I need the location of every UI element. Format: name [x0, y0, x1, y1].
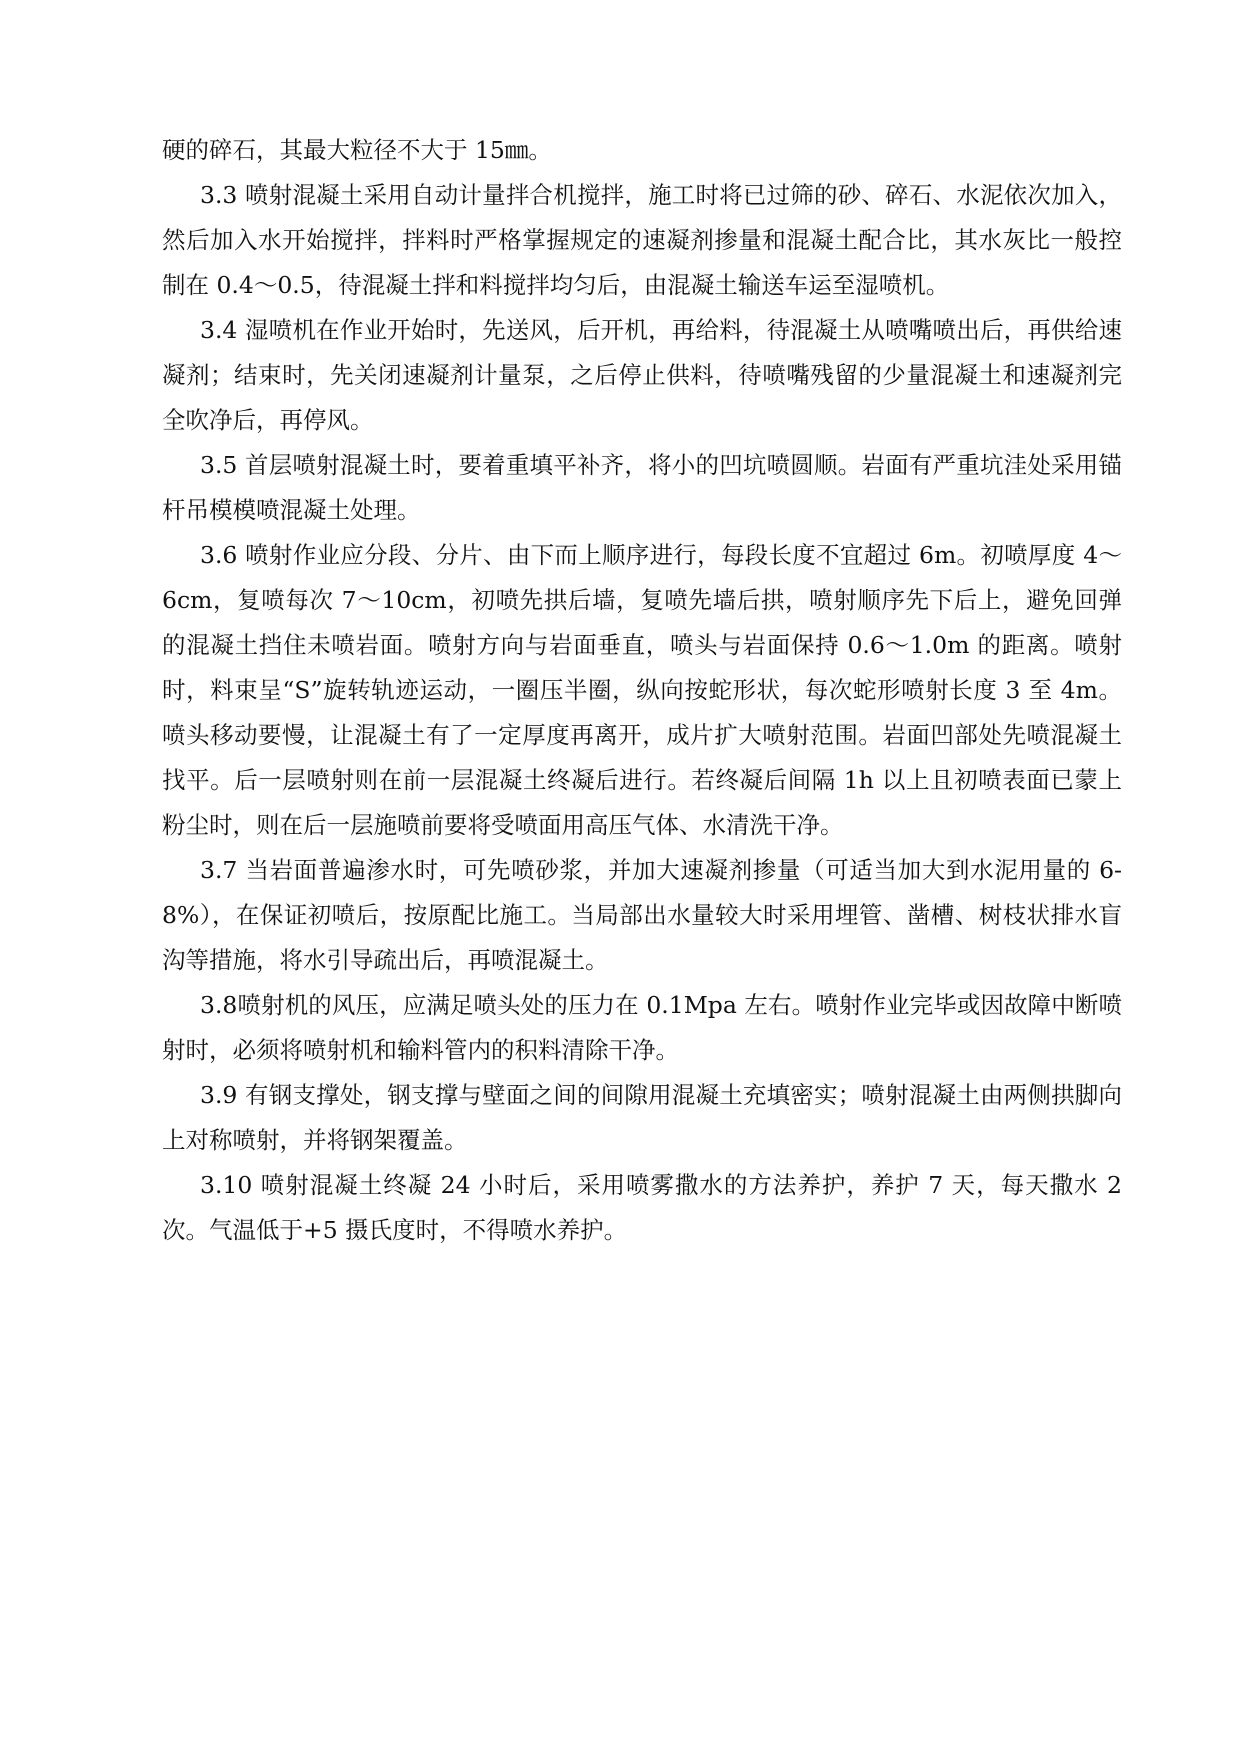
paragraph-continuation: 硬的碎石，其最大粒径不大于 15㎜。	[162, 136, 552, 164]
paragraph-3-6: 3.6 喷射作业应分段、分片、由下而上顺序进行，每段长度不宜超过 6m。初喷厚度 4～6cm，复喷每次 7～10cm，初喷先拱后墙，复喷先墙后拱，喷射顺序先下后上，避免回弹的混凝土挡住未喷岩面。喷射方向与岩面垂直，喷头与岩面保持 0.6～1.0m 的距离。喷射时，料束呈“S”旋转轨迹运动，一圈压半圈，纵向按蛇形状，每次蛇形喷射长度 3 至 4m。喷头移动要慢，让混凝土有了一定厚度再离开，成片扩大喷射范围。岩面凹部处先喷混凝土找平。后一层喷射则在前一层混凝土终凝后进行。若终凝后间隔 1h 以上且初喷表面已蒙上粉尘时，则在后一层施喷前要将受喷面用高压气体、水清洗干净。	[162, 541, 1122, 839]
document-body	[162, 128, 1122, 1253]
paragraph-3-5: 3.5 首层喷射混凝土时，要着重填平补齐，将小的凹坑喷圆顺。岩面有严重坑洼处采用锚杆吊模模喷混凝土处理。	[162, 451, 1122, 524]
paragraph-3-8: 3.8喷射机的风压，应满足喷头处的压力在 0.1Mpa 左右。喷射作业完毕或因故障中断喷射时，必须将喷射机和输料管内的积料清除干净。	[162, 991, 1122, 1064]
paragraph-3-7: 3.7 当岩面普遍渗水时，可先喷砂浆，并加大速凝剂掺量（可适当加大到水泥用量的 6-8%），在保证初喷后，按原配比施工。当局部出水量较大时采用埋管、凿槽、树枝状排水盲沟等措施，将水引导疏出后，再喷混凝土。	[162, 856, 1122, 974]
paragraph-3-3: 3.3 喷射混凝土采用自动计量拌合机搅拌，施工时将已过筛的砂、碎石、水泥依次加入，然后加入水开始搅拌，拌料时严格掌握规定的速凝剂掺量和混凝土配合比，其水灰比一般控制在 0.4～0.5，待混凝土拌和料搅拌均匀后，由混凝土输送车运至湿喷机。	[162, 181, 1122, 299]
paragraph-3-9: 3.9 有钢支撑处，钢支撑与壁面之间的间隙用混凝土充填密实；喷射混凝土由两侧拱脚向上对称喷射，并将钢架覆盖。	[162, 1081, 1122, 1154]
paragraph-3-4: 3.4 湿喷机在作业开始时，先送风，后开机，再给料，待混凝土从喷嘴喷出后，再供给速凝剂；结束时，先关闭速凝剂计量泵，之后停止供料，待喷嘴残留的少量混凝土和速凝剂完全吹净后，再停风。	[162, 316, 1122, 434]
paragraph-3-10: 3.10 喷射混凝土终凝 24 小时后，采用喷雾撒水的方法养护，养护 7 天，每天撒水 2 次。气温低于+5 摄氏度时，不得喷水养护。	[162, 1171, 1122, 1244]
